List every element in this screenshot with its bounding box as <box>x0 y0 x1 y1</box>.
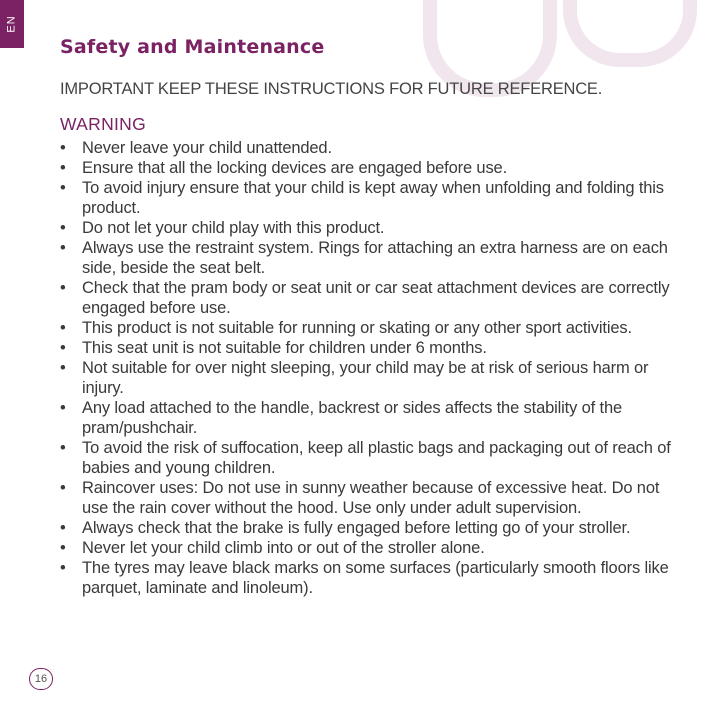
warning-item: • Never let your child climb into or out of the stroller alone. <box>60 538 675 558</box>
watermark-logo-graphic <box>400 0 709 140</box>
page-number: 16 <box>29 668 53 690</box>
warning-item: • The tyres may leave black marks on some surfaces (particularly smooth floors like parquet, laminate and linoleum). <box>60 558 675 598</box>
warning-item: • This product is not suitable for running or skating or any other sport activities. <box>60 318 675 338</box>
warning-item: • Always check that the brake is fully engaged before letting go of your stroller. <box>60 518 675 538</box>
warning-item: • Raincover uses: Do not use in sunny weather because of excessive heat. Do not use the rain cover without the hood. Use only under adult supervision. <box>60 478 675 518</box>
warning-list <box>60 138 675 598</box>
warning-item: • Check that the pram body or seat unit or car seat attachment devices are correctly engaged before use. <box>60 278 675 318</box>
warning-item: • This seat unit is not suitable for children under 6 months. <box>60 338 675 358</box>
warning-item: • Do not let your child play with this product. <box>60 218 675 238</box>
warning-item: • To avoid the risk of suffocation, keep all plastic bags and packaging out of reach of babies and young children. <box>60 438 675 478</box>
warning-item: • To avoid injury ensure that your child is kept away when unfolding and folding this product. <box>60 178 675 218</box>
page-title: Safety and Maintenance <box>60 36 325 58</box>
language-tab <box>0 0 24 48</box>
warning-item: • Ensure that all the locking devices are engaged before use. <box>60 158 675 178</box>
important-notice: IMPORTANT KEEP THESE INSTRUCTIONS FOR FUTURE REFERENCE. <box>60 80 603 98</box>
warning-heading: WARNING <box>60 114 147 134</box>
warning-item: • Never leave your child unattended. <box>60 138 675 158</box>
language-label: EN <box>6 15 18 33</box>
warning-item: • Always use the restraint system. Rings for attaching an extra harness are on each side, beside the seat belt. <box>60 238 675 278</box>
warning-item: • Not suitable for over night sleeping, your child may be at risk of serious harm or injury. <box>60 358 675 398</box>
warning-item: • Any load attached to the handle, backrest or sides affects the stability of the pram/pushchair. <box>60 398 675 438</box>
